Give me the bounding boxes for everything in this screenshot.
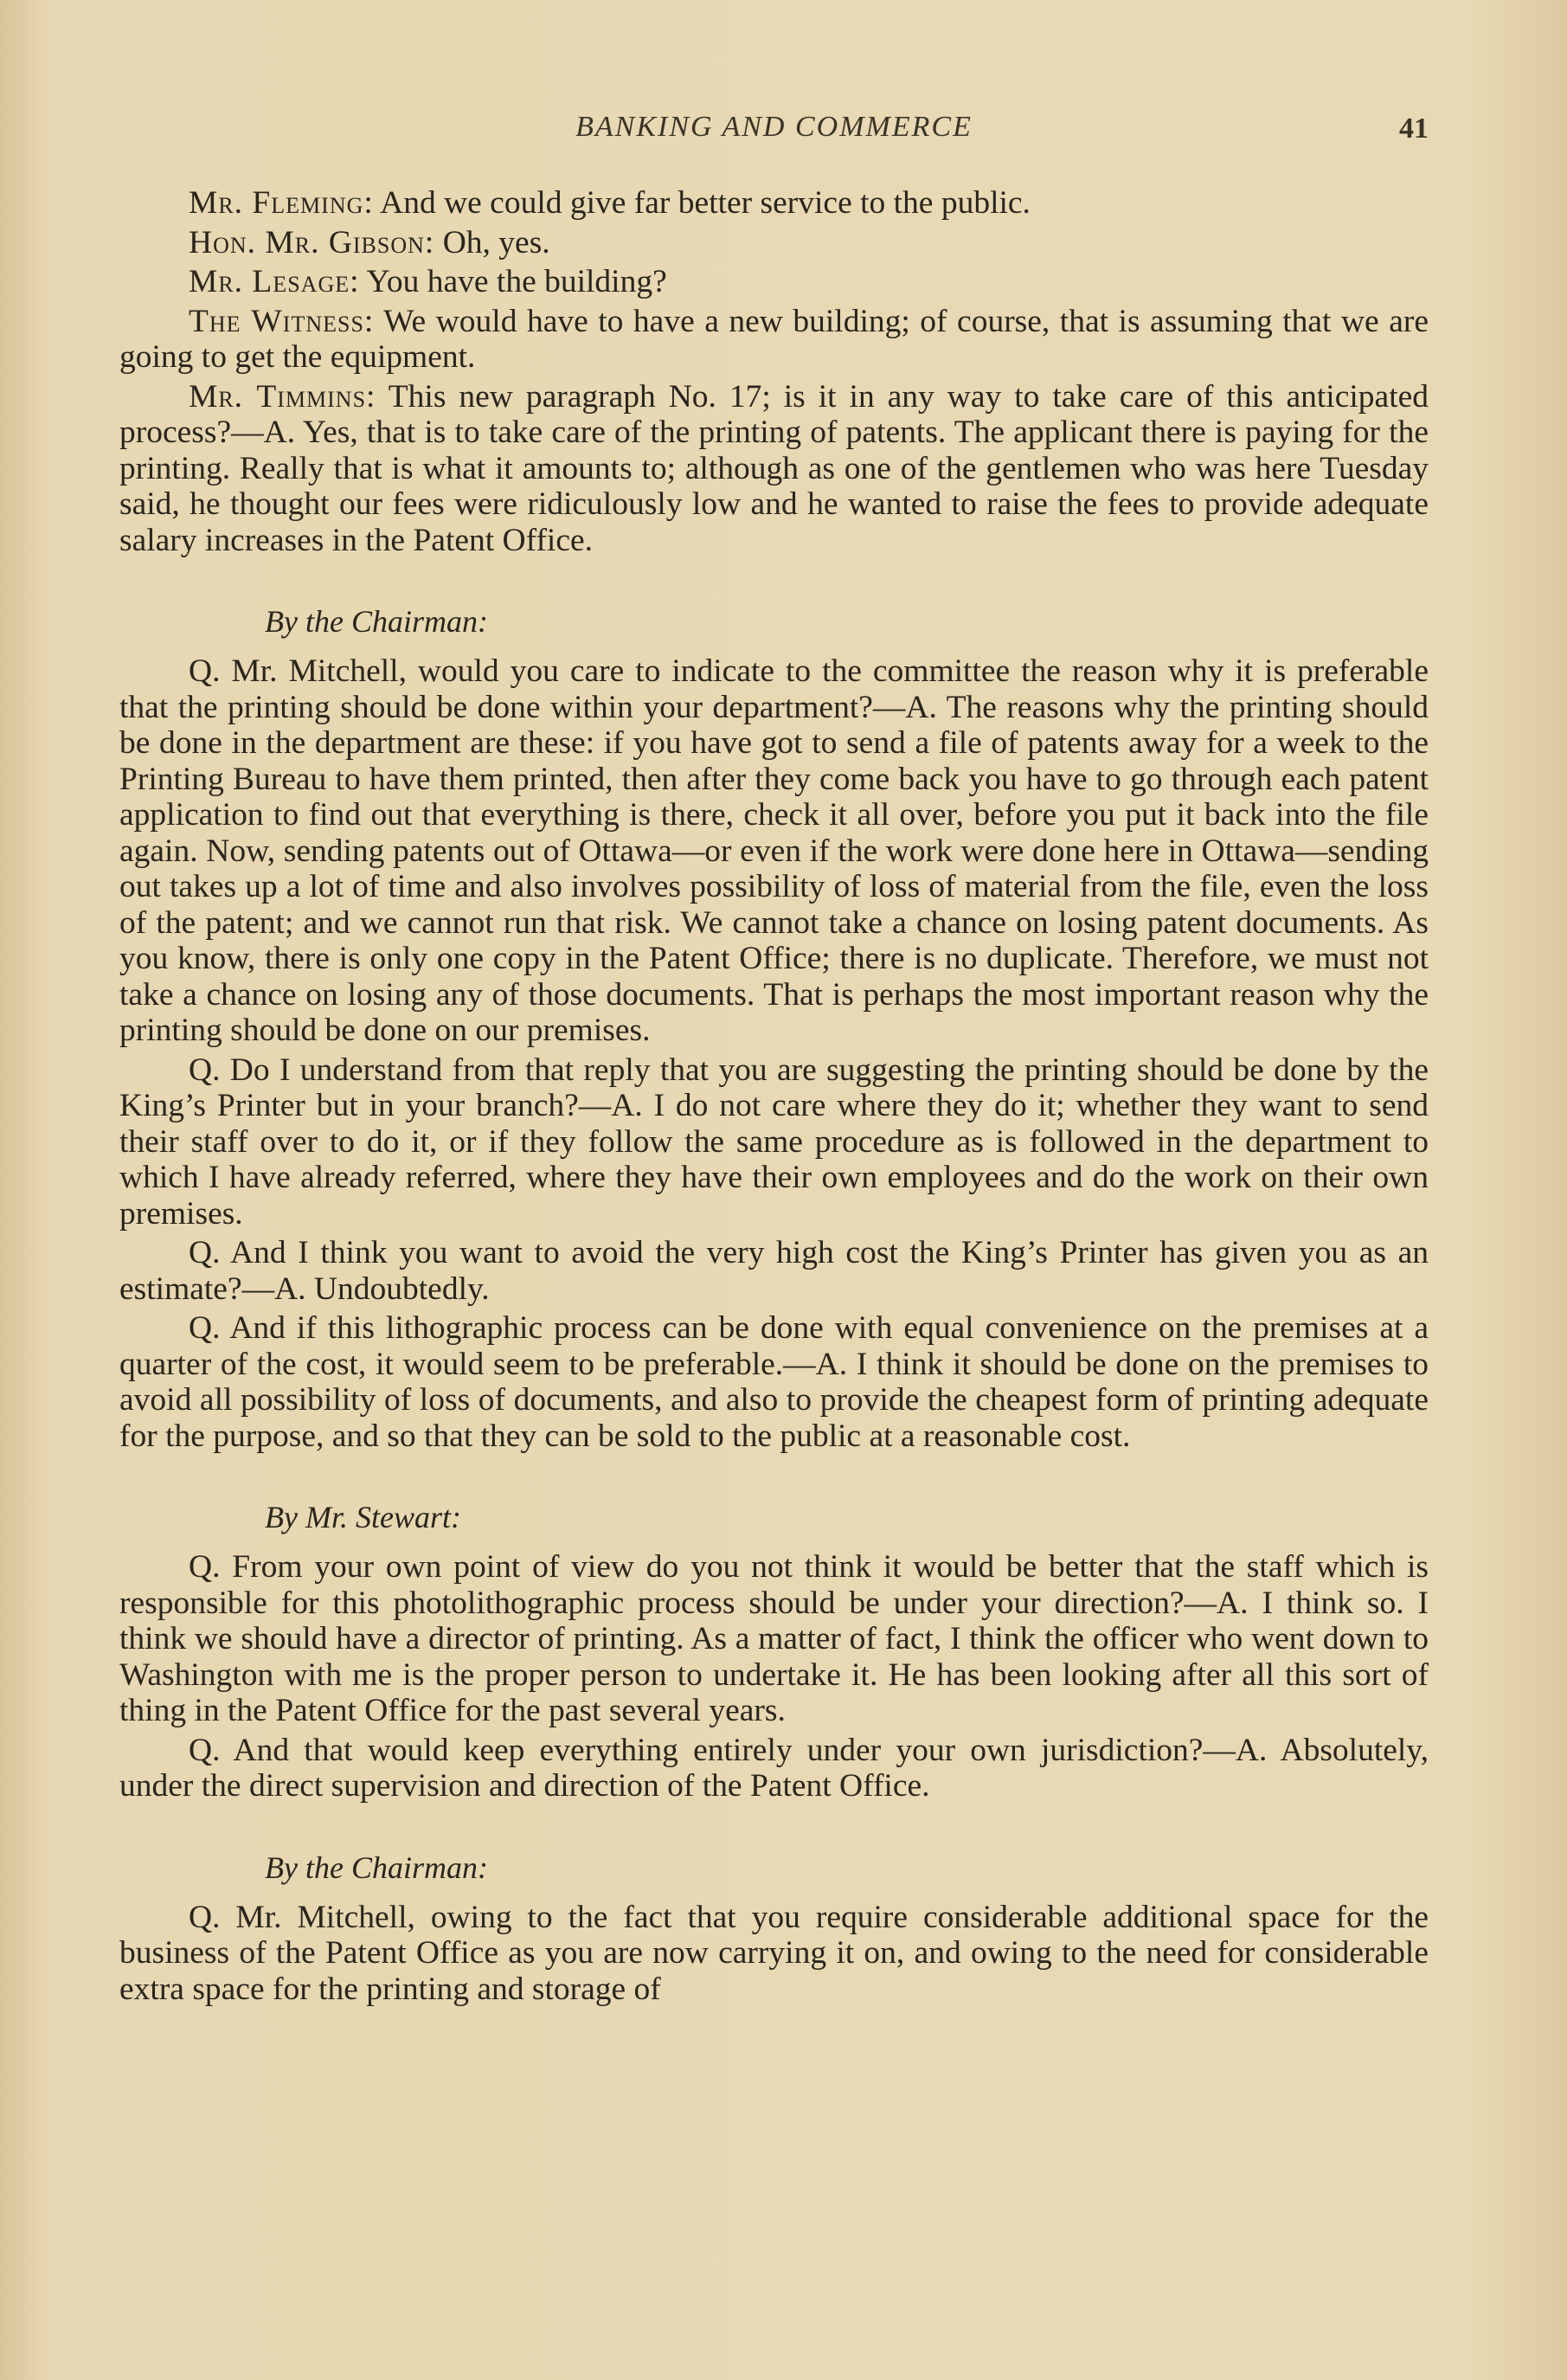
- section-heading: By Mr. Stewart:: [265, 1500, 461, 1534]
- paragraph: [119, 379, 1429, 559]
- speaker: Mr. Lesage:: [189, 264, 360, 299]
- speech: You have the building?: [359, 264, 667, 299]
- paragraph: Q. And that would keep everything entirely under your own jurisdiction?—A. Absolutely, under the direct supervision and direction of the Patent Office.: [119, 1732, 1429, 1804]
- paragraph: Q. From your own point of view do you not think it would be better that the staff which is responsible for this photolithographic process should be under your direction?—A. I think so. I think we should have a director of printing. As a matter of fact, I think the officer who went down to Washington with me is the proper person to undertake it. He has been looking after all this sort of thing in the Patent Office for the past several years.: [119, 1549, 1429, 1728]
- paragraph: Q. Do I understand from that reply that you are suggesting the printing should be done by the King’s Printer but in your branch?—A. I do not care where they do it; whether they want to send their staff over to do it, or if they follow the same procedure as is followed in the department to which I have already referred, where they have their own employees and do the work on their own premises.: [119, 1052, 1429, 1232]
- speech: And we could give far better service to the public.: [373, 185, 1031, 221]
- speech: We would have to have a new building; of course, that is assuming that we are going to get the equipment.: [119, 303, 1429, 375]
- paragraph: [119, 225, 1429, 261]
- section-heading: By the Chairman:: [265, 1849, 488, 1885]
- section-heading: By the Chairman:: [265, 604, 488, 639]
- running-head: BANKING AND COMMERCE: [575, 111, 973, 143]
- paragraph: Q. Mr. Mitchell, would you care to indicate to the committee the reason why it is preferable that the printing should be done within your department?—A. The reasons why the printing should be done in the department are these: if you have got to send a file of patents away for a week to the Printing Bureau to have them printed, then after they come back you have to go through each patent application to find out that everything is there, check it all over, before you put it back into the file again. Now, sending patents out of Ottawa—or even if the work were done here in Ottawa—sending out takes up a lot of time and also involves possibility of loss of material from the file, even the loss of the patent; and we cannot run that risk. We cannot take a chance on losing patent documents. As you know, there is only one copy in the Patent Office; there is no duplicate. Therefore, we must not take a chance on losing any of those documents. That is perhaps the most important reason why the printing should be done on our premises.: [119, 653, 1429, 1048]
- page-header: [119, 104, 1429, 156]
- speaker: Mr. Fleming:: [189, 185, 374, 221]
- paragraph: Q. Mr. Mitchell, owing to the fact that you require considerable additional space for the business of the Patent Office as you are now carrying it on, and owing to the need for considerable extra space for the printing and storage of: [119, 1899, 1429, 2007]
- speech: Oh, yes.: [434, 224, 550, 261]
- speaker: Mr. Timmins:: [189, 378, 376, 415]
- speech: This new paragraph No. 17; is it in any way to take care of this anticipated process?—A. Yes, that is to take care of the printing of patents. The applicant there is paying for the printing. Really that is what it amounts to; although as one of the gentlemen who was here Tuesday said, he thought our fees were ridiculously low and he wanted to raise the fees to provide adequate salary increases in the Patent Office.: [119, 378, 1429, 558]
- paragraph: Q. And if this lithographic process can be done with equal convenience on the premises at a quarter of the cost, it would seem to be preferable.—A. I think it should be done on the premises to avoid all possibility of loss of documents, and also to provide the cheapest form of printing adequate for the purpose, and so that they can be sold to the public at a reasonable cost.: [119, 1310, 1429, 1454]
- paragraph: [119, 264, 1429, 300]
- page-number: 41: [1399, 113, 1429, 145]
- paragraph: [119, 304, 1429, 376]
- speaker: Hon. Mr. Gibson:: [189, 224, 435, 261]
- paragraph: [119, 185, 1429, 222]
- speaker: The Witness:: [189, 303, 375, 339]
- paragraph: Q. And I think you want to avoid the very high cost the King’s Printer has given you as an estimate?—A. Undoubtedly.: [119, 1235, 1429, 1307]
